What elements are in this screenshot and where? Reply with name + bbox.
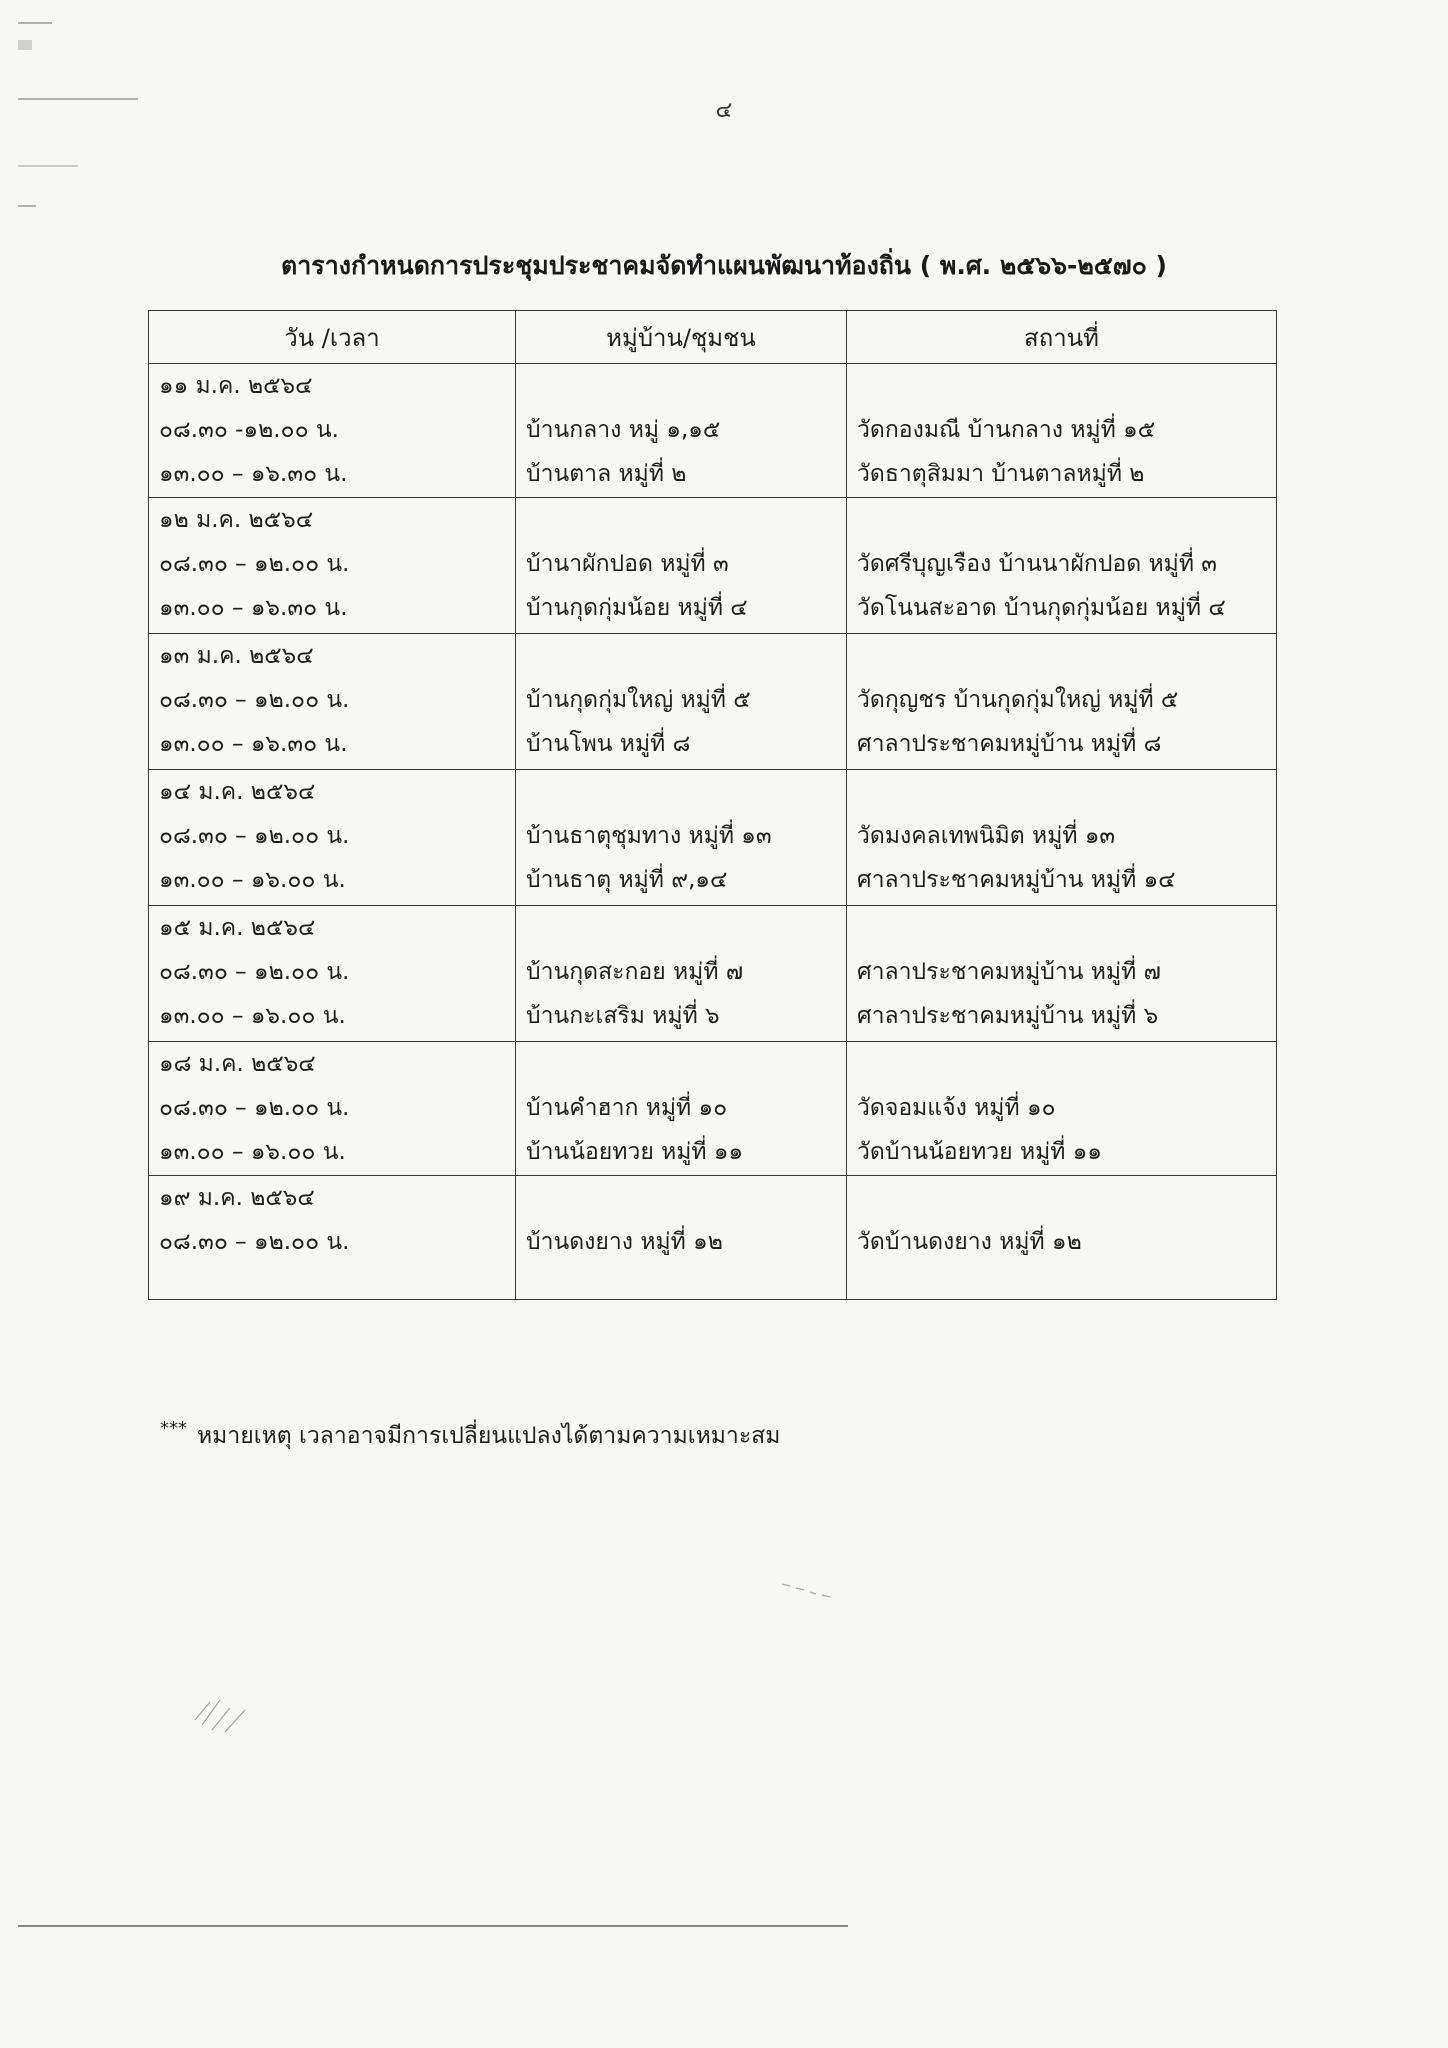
village-name: บ้านน้อยทวย หมู่ที่ ๑๑ xyxy=(526,1139,744,1165)
village-name: บ้านตาล หมู่ที่ ๒ xyxy=(526,461,687,487)
place-name: วัดมงคลเทพนิมิต หมู่ที่ ๑๓ xyxy=(857,823,1116,849)
village-name: บ้านกุดกุ่มใหญ่ หมู่ที่ ๕ xyxy=(526,687,751,713)
header-place: สถานที่ xyxy=(847,311,1277,364)
date-time-cell xyxy=(149,634,516,770)
scan-artifact-mark xyxy=(18,22,52,24)
cell-spacer xyxy=(526,1176,836,1220)
time-slot: ๐๘.๓๐ – ๑๒.๐๐ น. xyxy=(159,687,350,713)
place-name: ศาลาประชาคมหมู่บ้าน หมู่ที่ ๘ xyxy=(857,731,1162,757)
place-name: วัดบ้านน้อยทวย หมู่ที่ ๑๑ xyxy=(857,1139,1102,1165)
time-slot: ๑๓.๐๐ – ๑๖.๐๐ น. xyxy=(159,1139,346,1165)
date-time-cell xyxy=(149,906,516,1042)
time-slot: ๐๘.๓๐ – ๑๒.๐๐ น. xyxy=(159,1095,350,1121)
scan-dots-mark xyxy=(780,1580,840,1600)
village-name: บ้านาผักปอด หมู่ที่ ๓ xyxy=(526,551,729,577)
date-time-cell xyxy=(149,770,516,906)
place-cell xyxy=(847,498,1277,634)
village-name: บ้านดงยาง หมู่ที่ ๑๒ xyxy=(526,1229,723,1255)
table-row xyxy=(149,634,1277,770)
place-cell xyxy=(847,1042,1277,1176)
cell-spacer xyxy=(526,770,836,814)
scan-artifact-mark xyxy=(18,205,36,207)
place-cell xyxy=(847,634,1277,770)
place-name: วัดบ้านดงยาง หมู่ที่ ๑๒ xyxy=(857,1229,1082,1255)
time-slot: ๑๓.๐๐ – ๑๖.๓๐ น. xyxy=(159,595,348,621)
cell-spacer xyxy=(857,770,1266,814)
cell-spacer xyxy=(526,364,836,408)
village-name: บ้านกุดกุ่มน้อย หมู่ที่ ๔ xyxy=(526,595,748,621)
date-label: ๑๘ ม.ค. ๒๕๖๔ xyxy=(159,1051,316,1077)
date-time-cell xyxy=(149,1176,516,1300)
place-name: ศาลาประชาคมหมู่บ้าน หมู่ที่ ๖ xyxy=(857,1003,1159,1029)
cell-spacer xyxy=(857,1042,1266,1086)
place-name: ศาลาประชาคมหมู่บ้าน หมู่ที่ ๗ xyxy=(857,959,1161,985)
village-name: บ้านธาตุ หมู่ที่ ๙,๑๔ xyxy=(526,867,728,893)
village-cell xyxy=(516,364,847,498)
table-row xyxy=(149,364,1277,498)
table-header-row xyxy=(149,311,1277,364)
cell-spacer xyxy=(857,364,1266,408)
table-row xyxy=(149,1176,1277,1300)
place-name: วัดศรีบุญเรือง บ้านนาผักปอด หมู่ที่ ๓ xyxy=(857,551,1218,577)
header-date-time: วัน /เวลา xyxy=(149,311,516,364)
village-cell xyxy=(516,634,847,770)
time-slot: ๐๘.๓๐ – ๑๒.๐๐ น. xyxy=(159,551,350,577)
place-name: วัดกองมณี บ้านกลาง หมู่ที่ ๑๕ xyxy=(857,417,1156,443)
scan-artifact-mark xyxy=(18,40,32,50)
place-name: วัดธาตุสิมมา บ้านตาลหมู่ที่ ๒ xyxy=(857,461,1145,487)
village-cell xyxy=(516,1042,847,1176)
cell-spacer xyxy=(857,906,1266,950)
time-slot: ๐๘.๓๐ – ๑๒.๐๐ น. xyxy=(159,1229,350,1255)
cell-spacer xyxy=(526,498,836,542)
date-time-cell xyxy=(149,1042,516,1176)
date-label: ๑๒ ม.ค. ๒๕๖๔ xyxy=(159,507,314,533)
table-row xyxy=(149,770,1277,906)
scan-artifact-mark xyxy=(18,165,78,167)
place-cell xyxy=(847,770,1277,906)
date-label: ๑๕ ม.ค. ๒๕๖๔ xyxy=(159,915,316,941)
date-label: ๑๔ ม.ค. ๒๕๖๔ xyxy=(159,779,316,805)
table-row xyxy=(149,906,1277,1042)
cell-spacer xyxy=(857,498,1266,542)
time-slot: ๑๓.๐๐ – ๑๖.๓๐ น. xyxy=(159,731,348,757)
village-name: บ้านคำฮาก หมู่ที่ ๑๐ xyxy=(526,1095,728,1121)
village-cell xyxy=(516,498,847,634)
time-slot: ๑๓.๐๐ – ๑๖.๐๐ น. xyxy=(159,867,346,893)
place-name: วัดกุญชร บ้านกุดกุ่มใหญ่ หมู่ที่ ๕ xyxy=(857,687,1179,713)
table-row xyxy=(149,1042,1277,1176)
date-label: ๑๙ ม.ค. ๒๕๖๔ xyxy=(159,1185,315,1211)
date-label: ๑๑ ม.ค. ๒๕๖๔ xyxy=(159,373,313,399)
cell-spacer xyxy=(857,634,1266,678)
table-row xyxy=(149,498,1277,634)
place-name: วัดโนนสะอาด บ้านกุดกุ่มน้อย หมู่ที่ ๔ xyxy=(857,595,1226,621)
village-cell xyxy=(516,770,847,906)
footnote-text: หมายเหตุ เวลาอาจมีการเปลี่ยนแปลงได้ตามความเหมาะสม xyxy=(197,1423,781,1449)
cell-spacer xyxy=(526,906,836,950)
date-time-cell xyxy=(149,364,516,498)
village-name: บ้านกุดสะกอย หมู่ที่ ๗ xyxy=(526,959,744,985)
scan-scribble-mark xyxy=(190,1680,260,1740)
footnote-stars: *** xyxy=(160,1418,187,1439)
time-slot: ๐๘.๓๐ -๑๒.๐๐ น. xyxy=(159,417,339,443)
place-cell xyxy=(847,906,1277,1042)
date-time-cell xyxy=(149,498,516,634)
village-cell xyxy=(516,1176,847,1300)
cell-spacer xyxy=(526,1042,836,1086)
footer-rule xyxy=(18,1925,848,1927)
cell-spacer xyxy=(526,634,836,678)
page-number: ๔ xyxy=(715,98,733,123)
time-slot: ๐๘.๓๐ – ๑๒.๐๐ น. xyxy=(159,823,350,849)
place-name: วัดจอมแจ้ง หมู่ที่ ๑๐ xyxy=(857,1095,1056,1121)
document-title: ตารางกำหนดการประชุมประชาคมจัดทำแผนพัฒนาท้องถิ่น ( พ.ศ. ๒๕๖๖-๒๕๗๐ ) xyxy=(281,251,1167,280)
date-label: ๑๓ ม.ค. ๒๕๖๔ xyxy=(159,643,314,669)
place-cell xyxy=(847,1176,1277,1300)
time-slot: ๑๓.๐๐ – ๑๖.๐๐ น. xyxy=(159,1003,346,1029)
time-slot: ๑๓.๐๐ – ๑๖.๓๐ น. xyxy=(159,461,348,487)
village-name: บ้านธาตุชุมทาง หมู่ที่ ๑๓ xyxy=(526,823,772,849)
village-cell xyxy=(516,906,847,1042)
village-name: บ้านกลาง หมู่ ๑,๑๕ xyxy=(526,417,721,443)
header-village: หมู่บ้าน/ชุมชน xyxy=(516,311,847,364)
place-cell xyxy=(847,364,1277,498)
village-name: บ้านโพน หมู่ที่ ๘ xyxy=(526,731,691,757)
schedule-table xyxy=(148,310,1277,1300)
place-name: ศาลาประชาคมหมู่บ้าน หมู่ที่ ๑๔ xyxy=(857,867,1176,893)
footnote xyxy=(160,1418,780,1454)
cell-spacer xyxy=(857,1176,1266,1220)
village-name: บ้านกะเสริม หมู่ที่ ๖ xyxy=(526,1003,720,1029)
time-slot: ๐๘.๓๐ – ๑๒.๐๐ น. xyxy=(159,959,350,985)
